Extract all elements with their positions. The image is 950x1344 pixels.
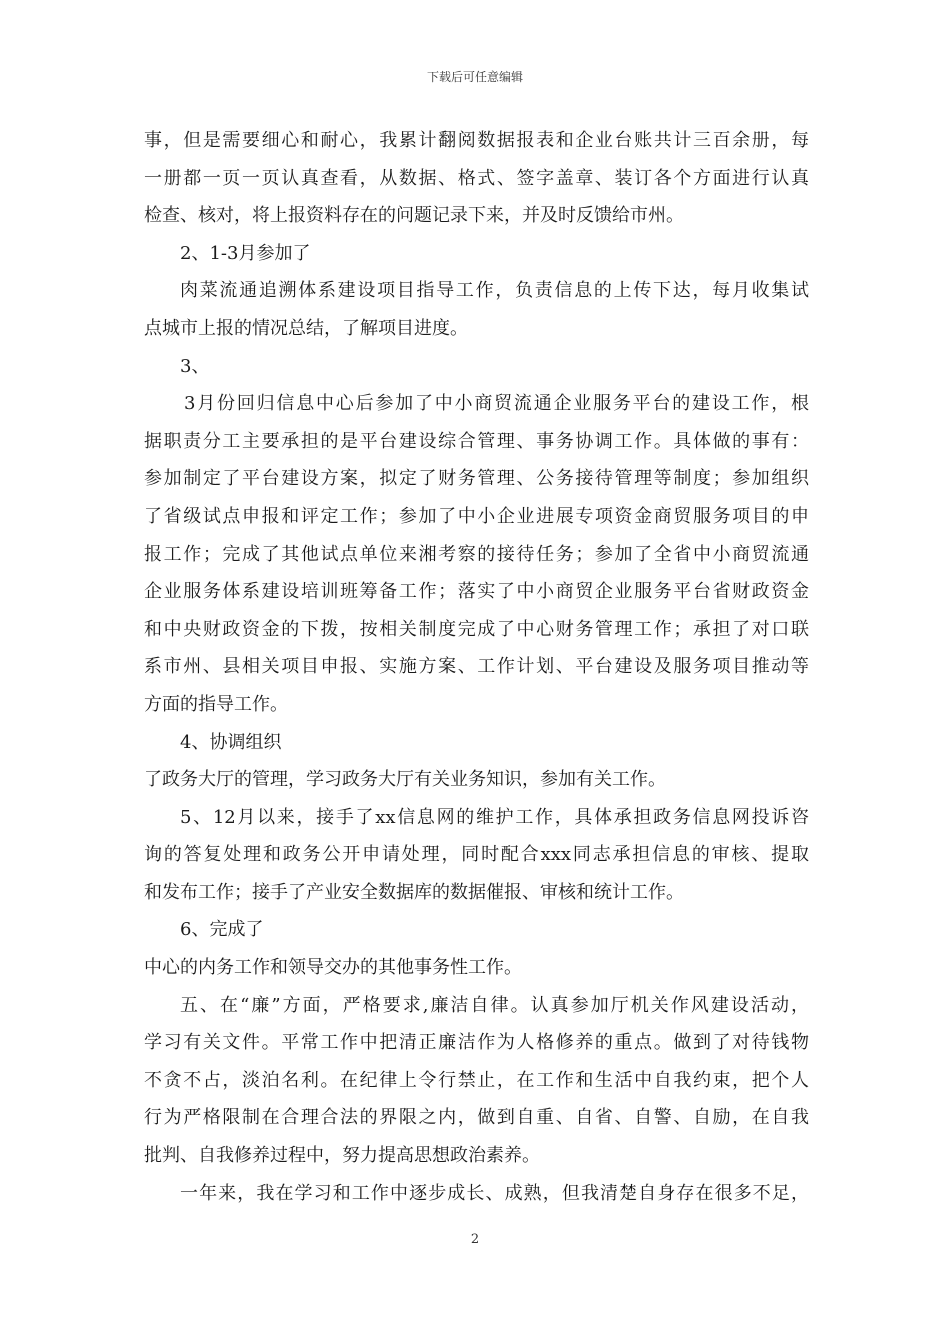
text-line: 肉菜流通追溯体系建设项目指导工作，负责信息的上传下达，每月收集试 [180,280,809,302]
text-line: 和发布工作；接手了产业安全数据库的数据催报、审核和统计工作。 [144,881,684,903]
text-line: 不贪不占，淡泊名利。在纪律上令行禁止，在工作和生活中自我约束，把个人 [144,1069,809,1091]
text-line: 5、12月以来，接手了xx信息网的维护工作，具体承担政务信息网投诉咨 [180,806,809,828]
text-line: 批判、自我修养过程中，努力提高思想政治素养。 [144,1145,540,1167]
page-header: 下载后可任意编辑 [426,70,523,84]
text-line: 报工作；完成了其他试点单位来湘考察的接待任务；参加了全省中小商贸流通 [144,543,809,565]
text-line: 参加制定了平台建设方案，拟定了财务管理、公务接待管理等制度；参加组织 [144,468,809,490]
text-line: 6、完成了 [180,919,264,941]
text-line: 据职责分工主要承担的是平台建设综合管理、事务协调工作。具体做的事有： [144,430,809,452]
text-line: 一册都一页一页认真查看，从数据、格式、签字盖章、装订各个方面进行认真 [144,167,809,189]
text-line: 4、协调组织 [180,731,282,753]
text-line: 事，但是需要细心和耐心，我累计翻阅数据报表和企业台账共计三百余册，每 [144,130,809,151]
text-line: 五、在“廉”方面，严格要求,廉洁自律。认真参加厅机关作风建设活动， [180,994,809,1016]
text-line: 2、1-3月参加了 [180,242,311,264]
text-line: 企业服务体系建设培训班筹备工作；落实了中小商贸企业服务平台省财政资金 [144,581,809,603]
text-line: 3、 [180,355,210,377]
text-line: 行为严格限制在合理合法的界限之内，做到自重、自省、自警、自励，在自我 [144,1107,809,1129]
document-body [144,122,809,1212]
text-line: 系市州、县相关项目申报、实施方案、工作计划、平台建设及服务项目推动等 [144,656,809,678]
text-line: 检查、核对，将上报资料存在的问题记录下来，并及时反馈给市州。 [144,205,684,227]
text-line: 了政务大厅的管理，学习政务大厅有关业务知识，参加有关工作。 [144,769,666,791]
text-line: 方面的指导工作。 [144,693,288,715]
text-line: 3月份回归信息中心后参加了中小商贸流通企业服务平台的建设工作，根 [184,393,809,415]
text-line: 学习有关文件。平常工作中把清正廉洁作为人格修养的重点。做到了对待钱物 [144,1032,809,1054]
text-line: 了省级试点申报和评定工作；参加了中小企业进展专项资金商贸服务项目的申 [144,505,809,527]
text-line: 和中央财政资金的下拨，按相关制度完成了中心财务管理工作；承担了对口联 [144,618,809,640]
text-line: 中心的内务工作和领导交办的其他事务性工作。 [144,957,522,979]
text-line: 询的答复处理和政务公开申请处理，同时配合xxx同志承担信息的审核、提取 [144,844,809,866]
text-line: 点城市上报的情况总结，了解项目进度。 [144,317,468,339]
page-number: 2 [470,1232,480,1247]
text-line: 一年来，我在学习和工作中逐步成长、成熟，但我清楚自身存在很多不足， [180,1182,809,1204]
